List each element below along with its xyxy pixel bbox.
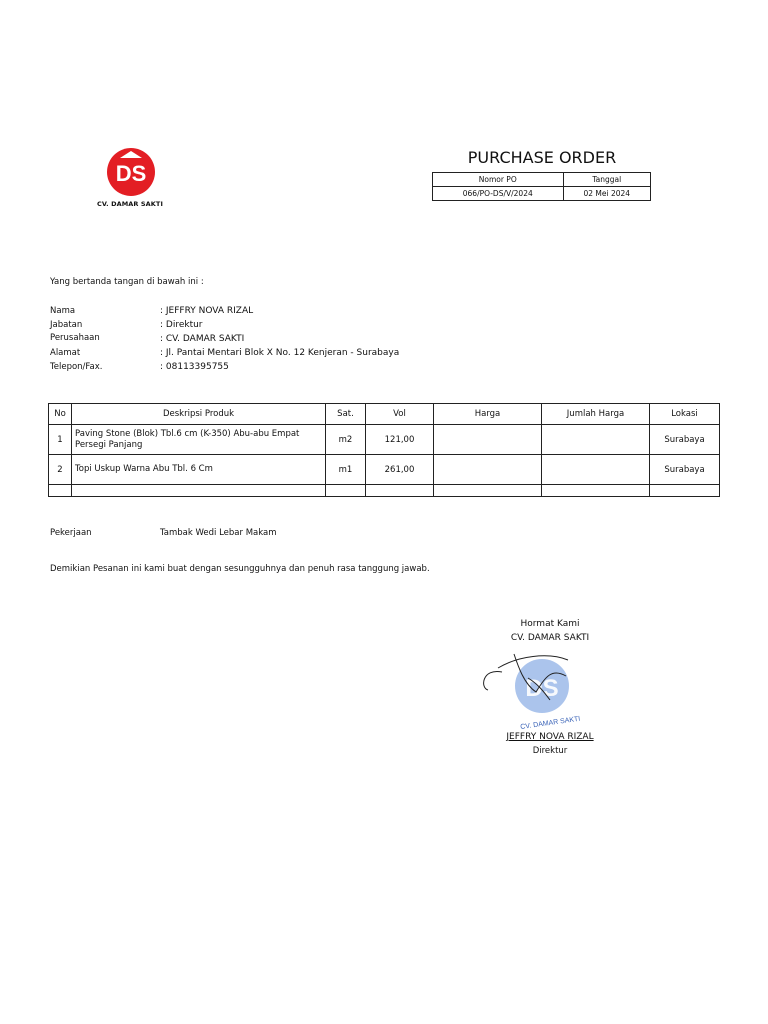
- cell-total: [542, 425, 650, 455]
- field-value-telepon: : 08113395755: [160, 362, 229, 372]
- cell-location: Surabaya: [650, 455, 720, 485]
- cell-price: [434, 425, 542, 455]
- cell-desc: Paving Stone (Blok) Tbl.6 cm (K-350) Abu-abu Empat Persegi Panjang: [72, 425, 326, 455]
- logo-caption: CV. DAMAR SAKTI: [97, 200, 163, 208]
- table-row: [49, 455, 720, 485]
- signature-company: CV. DAMAR SAKTI: [510, 633, 590, 643]
- po-info-table: [432, 172, 651, 201]
- greeting: Hormat Kami: [520, 619, 580, 629]
- table-row-empty: [49, 485, 720, 497]
- intro-text: Yang bertanda tangan di bawah ini :: [50, 277, 204, 287]
- cell-desc: Topi Uskup Warna Abu Tbl. 6 Cm: [72, 455, 326, 485]
- cell-location: Surabaya: [650, 425, 720, 455]
- po-number-header: Nomor PO: [433, 173, 564, 187]
- col-header-unit: Sat.: [326, 404, 366, 425]
- field-value-alamat: : Jl. Pantai Mentari Blok X No. 12 Kenjeran - Surabaya: [160, 348, 400, 358]
- logo-monogram: DS: [115, 161, 147, 186]
- cell-unit: m2: [326, 425, 366, 455]
- stamp-monogram: DS: [525, 675, 559, 702]
- po-date-value: 02 Mei 2024: [563, 187, 650, 201]
- signer-name: JEFFRY NOVA RIZAL: [506, 732, 594, 742]
- col-header-price: Harga: [434, 404, 542, 425]
- table-header-row: [49, 404, 720, 425]
- cell-total: [542, 455, 650, 485]
- field-label-perusahaan: Perusahaan: [50, 333, 100, 343]
- table-row: [49, 425, 720, 455]
- col-header-desc: Deskripsi Produk: [72, 404, 326, 425]
- field-label-jabatan: Jabatan: [50, 320, 83, 330]
- col-header-total: Jumlah Harga: [542, 404, 650, 425]
- field-label-telepon: Telepon/Fax.: [50, 362, 103, 372]
- cell-vol: 121,00: [366, 425, 434, 455]
- cell-no: 1: [49, 425, 72, 455]
- closing-text: Demikian Pesanan ini kami buat dengan sesungguhnya dan penuh rasa tanggung jawab.: [50, 564, 430, 574]
- company-stamp: [478, 648, 588, 733]
- field-label-alamat: Alamat: [50, 348, 81, 358]
- stamp-text: CV. DAMAR SAKTI: [519, 715, 581, 732]
- cell-price: [434, 455, 542, 485]
- items-table: [48, 403, 720, 497]
- signer-role: Direktur: [532, 746, 568, 756]
- cell-unit: m1: [326, 455, 366, 485]
- cell-no: 2: [49, 455, 72, 485]
- work-label: Pekerjaan: [50, 528, 92, 538]
- col-header-vol: Vol: [366, 404, 434, 425]
- po-date-header: Tanggal: [563, 173, 650, 187]
- field-value-nama: : JEFFRY NOVA RIZAL: [160, 306, 254, 316]
- po-number-value: 066/PO-DS/V/2024: [433, 187, 564, 201]
- field-label-nama: Nama: [50, 306, 76, 316]
- work-value: Tambak Wedi Lebar Makam: [160, 528, 277, 538]
- cell-vol: 261,00: [366, 455, 434, 485]
- col-header-location: Lokasi: [650, 404, 720, 425]
- field-value-jabatan: : Direktur: [160, 320, 203, 330]
- field-value-perusahaan: : CV. DAMAR SAKTI: [160, 334, 245, 344]
- document-title: PURCHASE ORDER: [467, 148, 617, 167]
- col-header-no: No: [49, 404, 72, 425]
